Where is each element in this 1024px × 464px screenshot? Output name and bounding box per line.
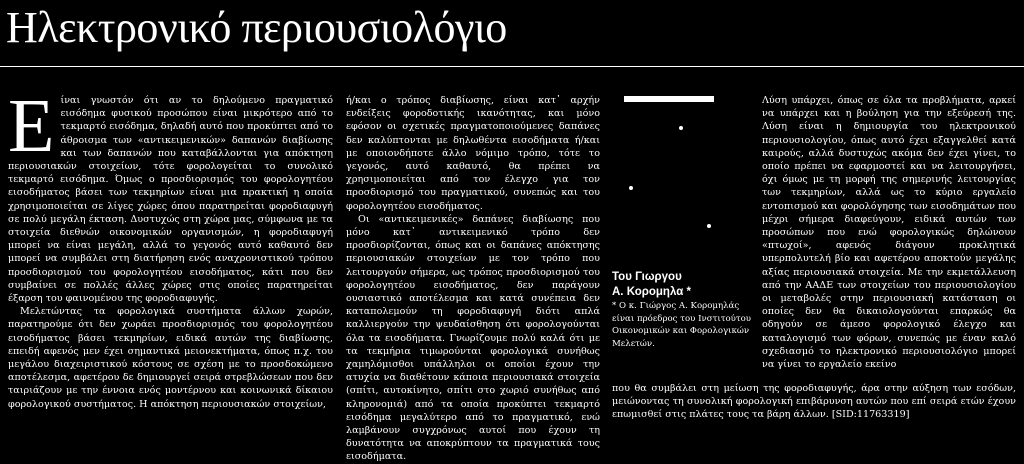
column-4: [762, 94, 1016, 371]
col1-paragraph: ίναι γνωστόν ότι αν το δηλούμενο πραγματικό εισόδημα φυσικού προσώπου είναι μικρότερο από το τεκμαρτό εισόδημα, δηλαδή αυτό που προκύπτει από το άθροισμα των «αντικειμενικών» δαπανών διαβίωσης και των δαπανών που καταβάλλονται για απόκτηση περιουσιακών στοιχείων, τότε φορολογείται το συνολικό τεκμαρτό εισόδημα. Όμως ο προσδιορισμός του φορολογητέου εισοδήματος βάσει των τεκμηρίων είναι μια πρακτική η οποία χρησιμοποιείται σε λίγες χώρες όπου παρατηρείται φοροδιαφυγή σε πολύ μεγάλη έκταση. Δυστυχώς στη χώρα μας, σύμφωνα με τα στοιχεία διεθνών οικονομικών οργανισμών, η φοροδιαφυγή μπορεί να είναι μεγάλη, αλλά το γεγονός αυτό καθαυτό δεν μπορεί να συμβάλει στη διατήρηση ενός αναχρονιστικού τρόπου προσδιορισμού του φορολογητέου εισοδήματος, κάτι που δεν συμβαίνει σε πολλές άλλες χώρες στις οποίες παρατηρείται έξαρση του φαινομένου της φοροδιαφυγής.: [8, 95, 333, 305]
author-bio: * Ο κ. Γιώργος Α. Κορομηλάς είναι πρόεδρος του Ινστιτούτου Οικονομικών και Φορολογικών Μελετών.: [612, 301, 752, 349]
bottom-text: [612, 382, 1016, 422]
decorative-bar: [624, 96, 714, 102]
col2-paragraph: ή/και ο τρόπος διαβίωσης, είναι κατ᾽ αρχήν ενδείξεις φοροδοτικής ικανότητας, και μόνο εφόσον οι σχετικές πραγματοποιούμενες δαπάνες δεν καλύπτονται με δηλωθέντα εισοδήματα ή/και με οποιονδήποτε άλλο νόμιμο τρόπο, τότε το γεγονός, αυτό καθαυτό, θα πρέπει να χρησιμοποιείται από τον έλεγχο για τον προσδιορισμό του πραγματικού, συνεπώς και του φορολογητέου εισοδήματος.: [346, 95, 600, 212]
decorative-dot: [629, 186, 633, 190]
bottom-paragraph: που θα συμβάλει στη μείωση της φοροδιαφυγής, άρα στην αύξηση των εσόδων, μειώνοντας τη συνολική φορολογική επιβάρυνση αυτών που επί σειρά ετών έχουν επωμισθεί στις πλάτες τους τα βάρη άλλων. [SID:11763319]: [612, 383, 1016, 421]
decorative-dot: [679, 126, 683, 130]
title-rule: [0, 66, 1024, 67]
author-line: Του Γιωργου: [612, 271, 682, 283]
article-title: Ηλεκτρονικό περιουσιολόγιο: [6, 3, 507, 52]
drop-cap: Ε: [8, 84, 55, 168]
col4-paragraph: Λύση υπάρχει, όπως σε όλα τα προβλήματα, αρκεί να υπάρχει και η βούληση για την εξεύρεσή της. Λύση είναι η δημιουργία του ηλεκτρονικού περιουσιολογίου, όπως αυτό έχει εξαγγελθεί κατά καιρούς, αλλά δυστυχώς ακόμα δεν έχει γίνει, το οποίο πρέπει να εφαρμοστεί και να λειτουργήσει, όχι όμως με τη μορφή της σημερινής λειτουργίας των τεκμηρίων, αλλά ως το κύριο εργαλείο εντοπισμού και φορολόγησης των εισοδημάτων που μέχρι σήμερα διαφεύγουν, ειδικά αυτών των προσώπων που ενώ φορολογικώς δηλώνουν «πτωχοί», αφενός διάγουν προκλητικά υπερπολυτελή βίο και αφετέρου αποκτούν μεγάλης αξίας περιουσιακά στοιχεία. Με την εκμετάλλευση από την ΑΑΔΕ των στοιχείων του περιουσιολογίου οι μεταβολές στην περιουσιακή κατάσταση οι οποίες δεν θα δικαιολογούνται επαρκώς θα οδηγούν σε άμεσο φορολογικό έλεγχο και καταλογισμό των φόρων, συνεπώς με έναν καλό σχεδιασμό το ηλεκτρονικό περιουσιολόγιο μπορεί να γίνει το εργαλείο εκείνο: [762, 95, 1016, 371]
decorative-dot: [707, 224, 711, 228]
column-1: [8, 84, 333, 411]
col1-paragraph: Μελετώντας τα φορολογικά συστήματα άλλων χωρών, παρατηρούμε ότι δεν χωράει προσδιορισμός του φορολογητέου εισοδήματος βάσει τεκμηρίων, ειδικά αυτών της διαβίωσης, επειδή αφενός μεν έχει σημαντικά μειονεκτήματα, όπως π.χ. του μεγάλου διαχειριστικού κόστους σε σχέση με το προσδοκώμενο αποτέλεσμα, αφετέρου δε δημιουργεί σειρά στρεβλώσεων που δεν ταιριάζουν με την έννοια ενός μοντέρνου και κοινωνικά δίκαιου φορολογικού συστήματος. Η απόκτηση περιουσιακών στοιχείων,: [8, 306, 333, 410]
column-2: [346, 94, 600, 464]
col2-paragraph: Οι «αντικειμενικές» δαπάνες διαβίωσης που μόνο κατ᾽ αντικειμενικό τρόπο δεν προσδιορίζονται, όπως και οι δαπάνες απόκτησης περιουσιακών στοιχείων με τον τρόπο που λειτουργούν σήμερα, ως τρόπος προσδιορισμού του φορολογητέου εισοδήματος, δεν παράγουν ουσιαστικό αποτέλεσμα και κατά συνέπεια δεν καταπολεμούν τη φοροδιαφυγή διότι απλά καλλιεργούν την ψευδαίσθηση ότι φορολογούνται όλα τα εισοδήματα. Γνωρίζουμε πολύ καλά ότι με τα τεκμήρια τιμωρούνται φορολογικά συνήθως χαμηλόμισθοι υπάλληλοι οι οποίοι έχουν την ατυχία να διαθέτουν κάποια περιουσιακά στοιχεία (σπίτι, αυτοκίνητο, σπίτι στο χωριό συνήθως από κληρονομιά) από τα οποία προκύπτει τεκμαρτό εισόδημα μεγαλύτερο από το πραγματικό, ενώ λαμβάνουν συγχρόνως αυτοί που έχουν τη δυνατότητα να αποκρύπτουν τα πραγματικά τους εισοδήματα.: [346, 213, 600, 463]
author-byline: [612, 270, 752, 300]
author-line: Α. Κορομηλα *: [612, 286, 691, 298]
